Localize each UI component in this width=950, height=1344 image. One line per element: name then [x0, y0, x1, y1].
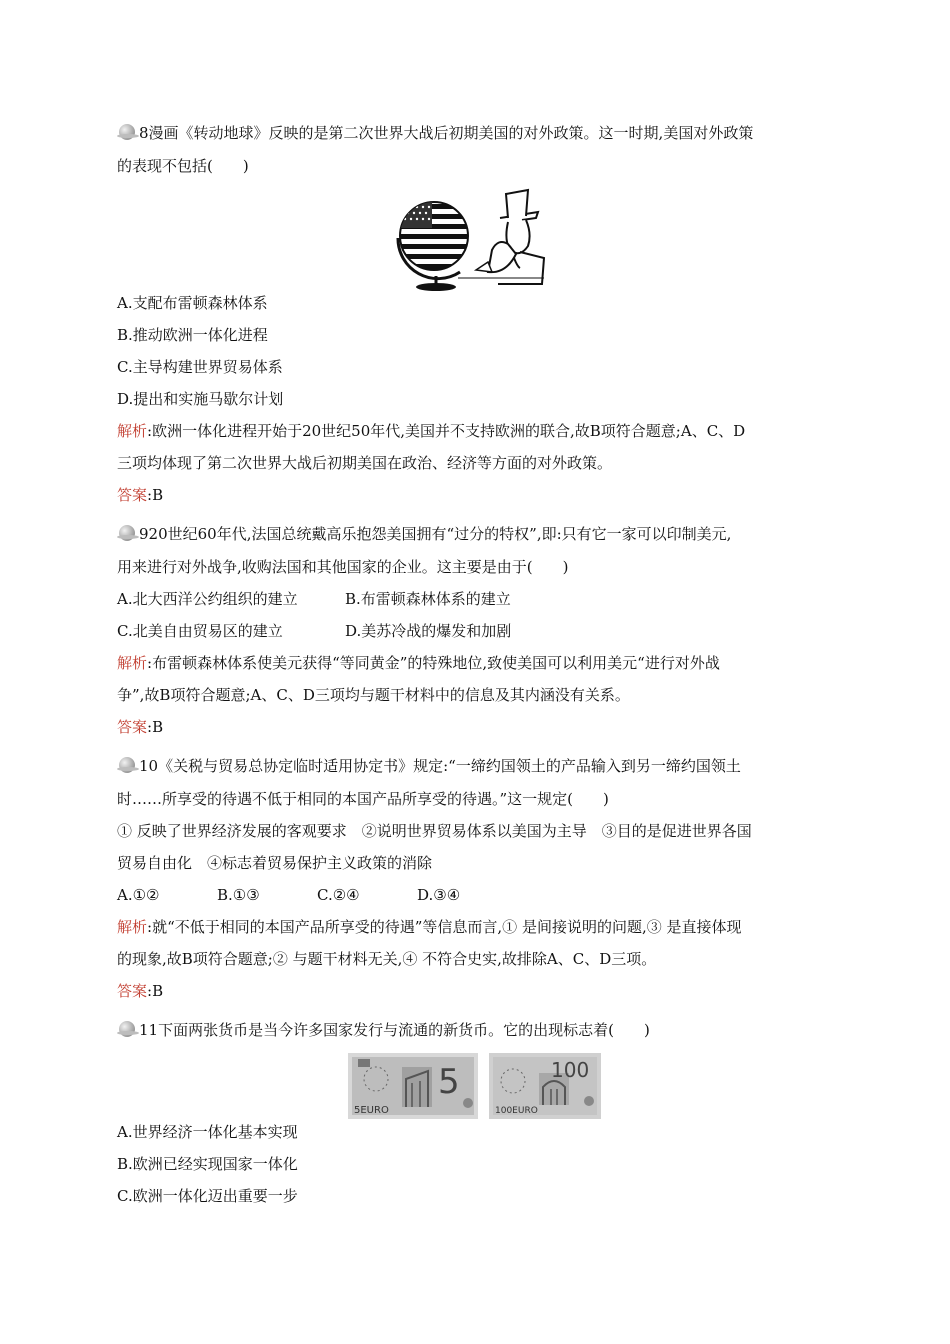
answer-label: 答案 — [117, 718, 148, 736]
q8-analysis-line1: 解析:欧洲一体化进程开始于20世纪50年代,美国并不支持欧洲的联合,故B项符合题意;A、C、D — [117, 422, 746, 440]
q9-stem-line2: 用来进行对外战争,收购法国和其他国家的企业。这主要是由于( ) — [117, 558, 569, 576]
q11-number: 11 — [139, 1021, 159, 1039]
banknote-100-value: 100 — [551, 1058, 590, 1082]
q9-option-b: B.布雷顿森林体系的建立 — [345, 590, 511, 608]
q11-option-b: B.欧洲已经实现国家一体化 — [117, 1155, 298, 1173]
q9-stem-line1: 920世纪60年代,法国总统戴高乐抱怨美国拥有“过分的特权”,即:只有它一家可以印制美元, — [117, 524, 731, 544]
question-marker-icon — [117, 757, 139, 773]
question-marker-icon — [117, 1021, 139, 1037]
q8-option-b: B.推动欧洲一体化进程 — [117, 326, 268, 344]
q10-stem-line1: 10《关税与贸易总协定临时适用协定书》规定:“一缔约国领土的产品输入到另一缔约国领土 — [117, 756, 741, 776]
q10-option-c: C.②④ — [317, 886, 360, 904]
q9-options-row1 — [117, 589, 511, 609]
q9-answer: 答案:B — [117, 718, 164, 736]
q9-analysis-line1: 解析:布雷顿森林体系使美元获得“等同黄金”的特殊地位,致使美国可以利用美元“进行对外战 — [117, 654, 720, 672]
q10-number: 10 — [139, 757, 159, 775]
banknote-5-value: 5 — [438, 1062, 460, 1102]
q8-stem-line2: 的表现不包括( ) — [117, 157, 249, 175]
analysis-label: 解析 — [117, 654, 148, 672]
question-marker-icon — [117, 124, 139, 140]
euro-banknote-5 — [348, 1053, 478, 1119]
q10-stem-line2: 时……所享受的待遇不低于相同的本国产品所享受的待遇。”这一规定( ) — [117, 790, 609, 808]
q8-answer: 答案:B — [117, 486, 164, 504]
q10-analysis-line1: 解析:就“不低于相同的本国产品所享受的待遇”等信息而言,① 是间接说明的问题,③ 是直接体现 — [117, 918, 742, 936]
q10-analysis-line2: 的现象,故B项符合题意;② 与题干材料无关,④ 不符合史实,故排除A、C、D三项。 — [117, 950, 657, 968]
q10-stem-line4: 贸易自由化 ④标志着贸易保护主义政策的消除 — [117, 854, 433, 872]
q8-stem-line1: 8漫画《转动地球》反映的是第二次世界大战后初期美国的对外政策。这一时期,美国对外政策 — [117, 123, 753, 143]
analysis-label: 解析 — [117, 422, 148, 440]
q10-answer: 答案:B — [117, 982, 164, 1000]
globe-cartoon — [388, 188, 548, 292]
q8-option-c: C.主导构建世界贸易体系 — [117, 358, 283, 376]
euro-banknote-100 — [489, 1053, 601, 1119]
question-marker-icon — [117, 525, 139, 541]
answer-label: 答案 — [117, 486, 148, 504]
q10-option-a: A.①② — [117, 886, 160, 904]
q9-options-row2 — [117, 621, 511, 641]
q9-number: 9 — [139, 525, 149, 543]
banknote-5-label: 5EURO — [354, 1105, 389, 1116]
q11-stem-line1: 11下面两张货币是当今许多国家发行与流通的新货币。它的出现标志着( ) — [117, 1020, 650, 1040]
q8-number: 8 — [139, 124, 149, 142]
q11-option-a: A.世界经济一体化基本实现 — [117, 1123, 298, 1141]
q11-option-c: C.欧洲一体化迈出重要一步 — [117, 1187, 298, 1205]
q9-option-c: C.北美自由贸易区的建立 — [117, 622, 283, 640]
q8-option-d: D.提出和实施马歇尔计划 — [117, 390, 284, 408]
answer-label: 答案 — [117, 982, 148, 1000]
q8-option-a: A.支配布雷顿森林体系 — [117, 294, 268, 312]
q9-analysis-line2: 争”,故B项符合题意;A、C、D三项均与题干材料中的信息及其内涵没有关系。 — [117, 686, 630, 704]
q10-option-b: B.①③ — [217, 886, 260, 904]
q10-stem-line3: ① 反映了世界经济发展的客观要求 ②说明世界贸易体系以美国为主导 ③目的是促进世界各国 — [117, 822, 752, 840]
q10-options-row — [117, 885, 460, 905]
q8-analysis-line2: 三项均体现了第二次世界大战后初期美国在政治、经济等方面的对外政策。 — [117, 454, 613, 472]
analysis-label: 解析 — [117, 918, 148, 936]
q9-option-d: D.美苏冷战的爆发和加剧 — [345, 622, 512, 640]
q9-option-a: A.北大西洋公约组织的建立 — [117, 590, 298, 608]
q10-option-d: D.③④ — [417, 886, 461, 904]
banknote-100-label: 100EURO — [495, 1106, 538, 1116]
